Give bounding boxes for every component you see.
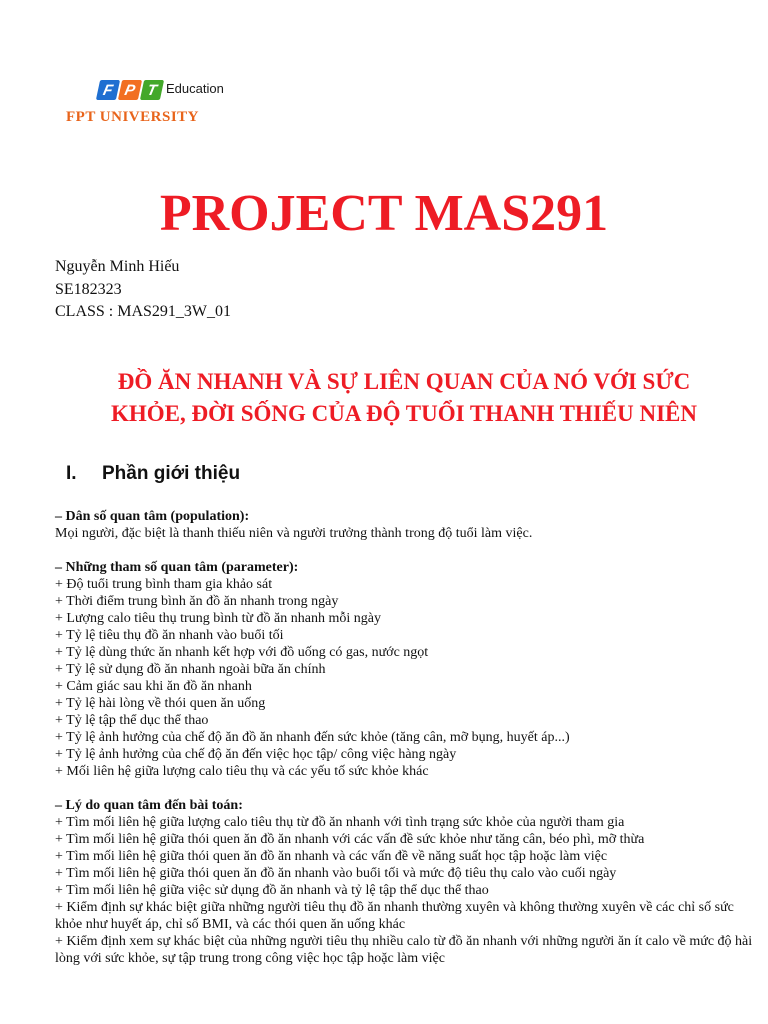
- reason-item: + Tìm mối liên hệ giữa thói quen ăn đồ ăn nhanh và các vấn đề về năng suất học tập hoặc làm việc: [55, 849, 608, 864]
- logo-university-text: FPT UNIVERSITY: [66, 109, 199, 125]
- spacer: [55, 780, 755, 797]
- parameter-item: + Tỷ lệ dùng thức ăn nhanh kết hợp với đồ uống có gas, nước ngọt: [55, 645, 429, 660]
- reason-item: + Kiểm định xem sự khác biệt của những người tiêu thụ nhiều calo từ đồ ăn nhanh với những người ăn ít calo về mức độ hài lòng với sức khỏe, sự tập trung trong công việc học tập hoặc làm việc: [55, 934, 753, 966]
- parameter-item: + Độ tuổi trung bình tham gia khảo sát: [55, 577, 273, 592]
- population-heading: – Dân số quan tâm (population):: [55, 509, 250, 524]
- reason-item: + Tìm mối liên hệ giữa thói quen ăn đồ ăn nhanh vào buổi tối và mức độ tiêu thụ calo vào cuối ngày: [55, 866, 617, 881]
- logo-letter-p: P: [118, 80, 142, 100]
- parameter-item: + Lượng calo tiêu thụ trung bình từ đồ ăn nhanh mỗi ngày: [55, 611, 381, 626]
- student-id: SE182323: [55, 280, 122, 298]
- parameters-heading: – Những tham số quan tâm (parameter):: [55, 560, 299, 575]
- population-text: Mọi người, đặc biệt là thanh thiếu niên và người trưởng thành trong độ tuổi làm việc.: [55, 526, 533, 541]
- parameter-item: + Tỷ lệ ảnh hưởng của chế độ ăn đồ ăn nhanh đến sức khỏe (tăng cân, mỡ bụng, huyết áp...): [55, 730, 570, 745]
- page-title: PROJECT MAS291: [159, 185, 609, 242]
- parameter-item: + Tỷ lệ tiêu thụ đồ ăn nhanh vào buổi tối: [55, 628, 284, 643]
- section-heading: [66, 463, 240, 485]
- logo-letter-f: F: [96, 80, 120, 100]
- reason-item: + Tìm mối liên hệ giữa thói quen ăn đồ ăn nhanh với các vấn đề sức khỏe như tăng cân, béo phì, mỡ thừa: [55, 832, 645, 847]
- fpt-letter-blocks: [98, 80, 164, 102]
- section-title: Phần giới thiệu: [102, 463, 241, 484]
- author-name: Nguyễn Minh Hiếu: [55, 258, 180, 275]
- section-number: I.: [66, 463, 77, 484]
- parameter-item: + Tỷ lệ ảnh hưởng của chế độ ăn đến việc học tập/ công việc hàng ngày: [55, 747, 457, 762]
- spacer: [55, 542, 755, 559]
- fpt-education-logo: [66, 76, 256, 132]
- class-info: CLASS : MAS291_3W_01: [55, 303, 232, 320]
- logo-education-text: Education: [166, 81, 224, 96]
- parameter-item: + Cảm giác sau khi ăn đồ ăn nhanh: [55, 679, 252, 694]
- reason-item: + Tìm mối liên hệ giữa lượng calo tiêu thụ từ đồ ăn nhanh với tình trạng sức khỏe của người tham gia: [55, 815, 625, 830]
- parameter-item: + Tỷ lệ tập thể dục thể thao: [55, 713, 209, 728]
- parameter-item: + Tỷ lệ sử dụng đồ ăn nhanh ngoài bữa ăn chính: [55, 662, 326, 677]
- author-info: [55, 256, 231, 324]
- reason-item: + Tìm mối liên hệ giữa việc sử dụng đồ ăn nhanh và tỷ lệ tập thể dục thể thao: [55, 883, 489, 898]
- document-body: [55, 508, 755, 967]
- parameter-item: + Tỷ lệ hài lòng về thói quen ăn uống: [55, 696, 266, 711]
- reason-item: + Kiểm định sự khác biệt giữa những người tiêu thụ đồ ăn nhanh thường xuyên và không thường xuyên về các chỉ số sức khỏe như huyết áp, chỉ số BMI, và các thói quen ăn uống khác: [55, 900, 734, 932]
- parameter-item: + Thời điểm trung bình ăn đồ ăn nhanh trong ngày: [55, 594, 339, 609]
- project-subtitle: ĐỒ ĂN NHANH VÀ SỰ LIÊN QUAN CỦA NÓ VỚI SỨC KHỎE, ĐỜI SỐNG CỦA ĐỘ TUỔI THANH THIẾU NIÊN: [111, 369, 697, 426]
- reasons-heading: – Lý do quan tâm đến bài toán:: [55, 798, 243, 813]
- parameter-item: + Mối liên hệ giữa lượng calo tiêu thụ và các yếu tố sức khỏe khác: [55, 764, 429, 779]
- logo-letter-t: T: [140, 80, 164, 100]
